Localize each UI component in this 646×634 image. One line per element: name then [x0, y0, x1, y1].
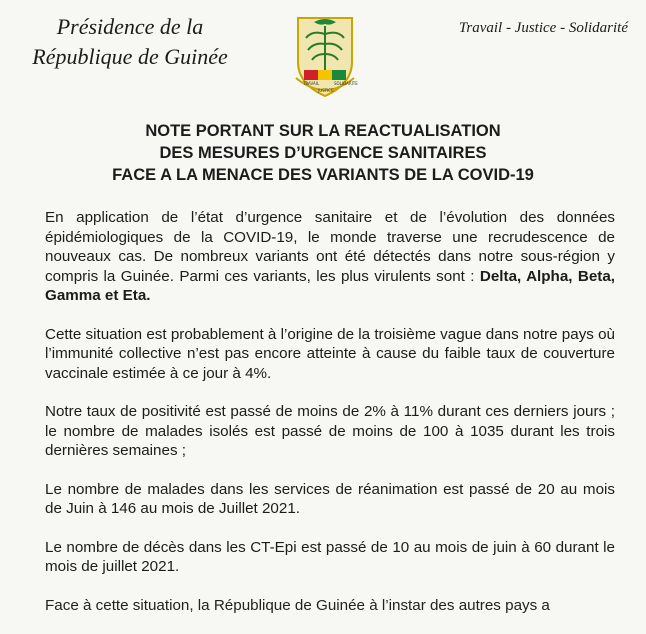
paragraph-third-wave: Cette situation est probablement à l’origine de la troisième vague dans notre pays où l’immunité collective n’est pas encore atteinte à cause du faible taux de couverture vaccinale estimée à ce jour à 4%. — [45, 325, 615, 382]
document-title — [0, 120, 646, 186]
guinea-coat-of-arms-icon — [290, 12, 360, 104]
emblem-text-right: SOLIDARITE — [334, 81, 358, 86]
presidency-line-1: Présidence de la — [56, 14, 204, 39]
paragraph-positivity: Notre taux de positivité est passé de moins de 2% à 11% durant ces derniers jours ; le nombre de malades isolés est passé de moins de 100 à 1035 durant les trois dernières semaines ; — [45, 403, 615, 459]
document-body — [45, 208, 615, 634]
paragraph-variants-text: En application de l’état d’urgence sanitaire et de l’évolution des données épidémiologiques de la COVID-19, le monde traverse une recrudescence de nouveaux cas. De nombreux variants ont été détectés dans notre sous-région y compris la Guinée. Parmi ces variants, les plus virulents sont : — [45, 209, 615, 285]
title-line-2: DES MESURES D’URGENCE SANITAIRES — [159, 144, 487, 162]
paragraph-variants — [45, 208, 615, 306]
title-line-3: FACE A LA MENACE DES VARIANTS DE LA COVID-19 — [112, 166, 534, 184]
national-motto: Travail - Justice - Solidarité — [458, 20, 628, 36]
paragraph-response-partial: Face à cette situation, la République de Guinée à l’instar des autres pays a — [45, 596, 550, 614]
paragraph-deaths: Le nombre de décès dans les CT-Epi est passé de 10 au mois de juin à 60 durant le mois de juillet 2021. — [45, 538, 615, 575]
title-line-1: NOTE PORTANT SUR LA REACTUALISATION — [145, 122, 501, 140]
presidency-header — [30, 12, 230, 72]
paragraph-reanimation: Le nombre de malades dans les services de réanimation est passé de 20 au mois de Juin à 146 au mois de Juillet 2021. — [45, 480, 615, 517]
emblem-text-left: TRAVAIL — [303, 81, 320, 86]
presidency-line-2: République de Guinée — [32, 44, 228, 69]
emblem-text-center: JUSTICE — [318, 88, 334, 93]
variant-names: Delta, Alpha, Beta, Gamma et Eta. — [45, 267, 616, 304]
